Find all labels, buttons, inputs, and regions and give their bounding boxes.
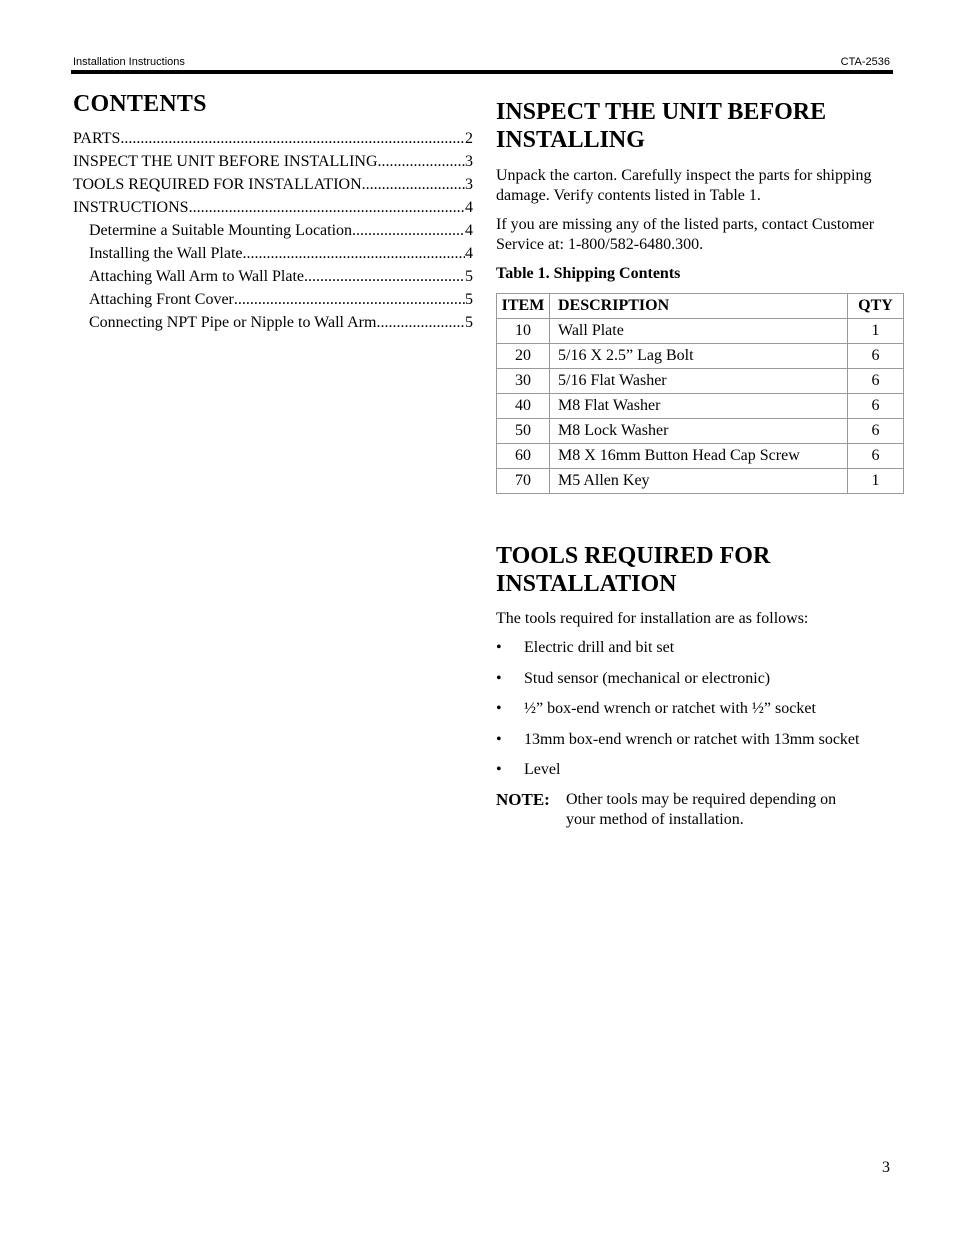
toc-entry-label: TOOLS REQUIRED FOR INSTALLATION [73,176,362,193]
toc-entry-page: 5 [465,291,473,308]
quantity-cell: 6 [848,369,904,394]
item-number-cell: 60 [497,444,550,469]
tool-item-text: Electric drill and bit set [524,639,675,656]
toc-entry [73,196,473,219]
toc-leader-dots [352,219,465,242]
inspect-paragraph-1: Unpack the carton. Carefully inspect the parts for shipping damage. Verify contents listed in Table 1. [496,167,872,204]
toc-entry-page: 4 [465,199,473,216]
note-text: Other tools may be required depending on your method of installation. [566,791,837,828]
tools-heading: TOOLS REQUIRED FOR INSTALLATION [496,543,771,597]
toc-entry-page: 2 [465,130,473,147]
table-row [497,369,904,394]
quantity-cell: 6 [848,419,904,444]
toc-leader-dots [304,265,465,288]
toc-entry-label: Attaching Front Cover [89,291,234,308]
item-number-cell: 30 [497,369,550,394]
tool-item-text: Level [524,761,561,778]
description-cell: Wall Plate [550,319,848,344]
toc-entry-label: Installing the Wall Plate [89,245,243,262]
description-cell: M8 Lock Washer [550,419,848,444]
header-model-number: CTA-2536 [840,56,890,68]
item-number-cell: 50 [497,419,550,444]
toc-entry [73,219,473,242]
table-row [497,469,904,494]
shipping-contents-table [496,293,904,494]
tool-item-text: Stud sensor (mechanical or electronic) [524,669,771,687]
column-header-description: DESCRIPTION [550,294,848,319]
toc-entry-label: Connecting NPT Pipe or Nipple to Wall Arm. [89,314,381,331]
list-item [496,699,904,730]
toc-entry [73,311,473,334]
bullet-icon: • [496,669,502,687]
tools-intro: The tools required for installation are as follows: [496,610,809,627]
column-header-qty: QTY [848,294,904,319]
table-row [497,344,904,369]
toc-leader-dots [378,150,466,173]
toc-entry-label: INSPECT THE UNIT BEFORE INSTALLING [73,153,378,170]
description-cell: 5/16 X 2.5” Lag Bolt [550,344,848,369]
tool-item-text: ½” box-end wrench or ratchet with ½” socket [524,700,816,717]
toc-entry-page: 3 [465,176,473,193]
item-number-cell: 10 [497,319,550,344]
toc-leader-dots [189,196,465,219]
toc-list [73,127,473,334]
quantity-cell: 1 [848,319,904,344]
quantity-cell: 1 [848,469,904,494]
toc-entry-label: INSTRUCTIONS [73,199,189,216]
item-number-cell: 20 [497,344,550,369]
inspect-heading: INSPECT THE UNIT BEFORE INSTALLING [496,99,827,153]
toc-entry [73,242,473,265]
list-item [496,638,904,669]
inspect-paragraph-2: If you are missing any of the listed parts, contact Customer Service at: 1-800/582-6480.300. [496,216,875,253]
table-row [497,444,904,469]
toc-entry-page: 4 [465,222,473,239]
description-cell: 5/16 Flat Washer [550,369,848,394]
description-cell: M5 Allen Key [550,469,848,494]
bullet-icon: • [496,730,502,748]
toc-entry [73,127,473,150]
header-doc-title: Installation Instructions [73,56,185,68]
toc-entry-label: Determine a Suitable Mounting Location [89,222,353,239]
table-row [497,394,904,419]
page-number: 3 [882,1159,890,1176]
contents-heading: CONTENTS [73,91,207,117]
table-caption: Table 1. Shipping Contents [496,265,681,282]
quantity-cell: 6 [848,394,904,419]
toc-leader-dots [243,242,466,265]
page-header [73,56,890,70]
toc-entry [73,265,473,288]
list-item [496,669,904,700]
header-rule [71,70,893,74]
description-cell: M8 X 16mm Button Head Cap Screw [550,444,848,469]
column-header-item: ITEM [497,294,550,319]
table-body [497,319,904,494]
note-label: NOTE: [496,790,550,809]
item-number-cell: 40 [497,394,550,419]
list-item [496,760,904,791]
table-header-row [497,294,904,319]
toc-entry-page: 5 [465,268,473,285]
toc-entry [73,173,473,196]
toc-entry-page: 4 [465,245,473,262]
bullet-icon: • [496,700,502,717]
toc-entry-page: 5 [465,314,473,331]
toc-entry-page: 3 [465,153,473,170]
toc-leader-dots [234,288,465,311]
toc-leader-dots [120,127,465,150]
toc-entry-label: PARTS [73,130,121,147]
toc-leader-dots [380,311,465,334]
list-item [496,730,904,761]
description-cell: M8 Flat Washer [550,394,848,419]
toc-leader-dots [362,173,465,196]
quantity-cell: 6 [848,344,904,369]
table-row [497,419,904,444]
toc-entry [73,150,473,173]
item-number-cell: 70 [497,469,550,494]
tools-list [496,638,904,791]
toc-entry [73,288,473,311]
quantity-cell: 6 [848,444,904,469]
tool-item-text: 13mm box-end wrench or ratchet with 13mm socket [524,730,860,748]
bullet-icon: • [496,639,502,656]
table-row [497,319,904,344]
bullet-icon: • [496,761,502,778]
table-of-contents [73,89,473,334]
toc-entry-label: Attaching Wall Arm to Wall Plate [89,268,305,285]
